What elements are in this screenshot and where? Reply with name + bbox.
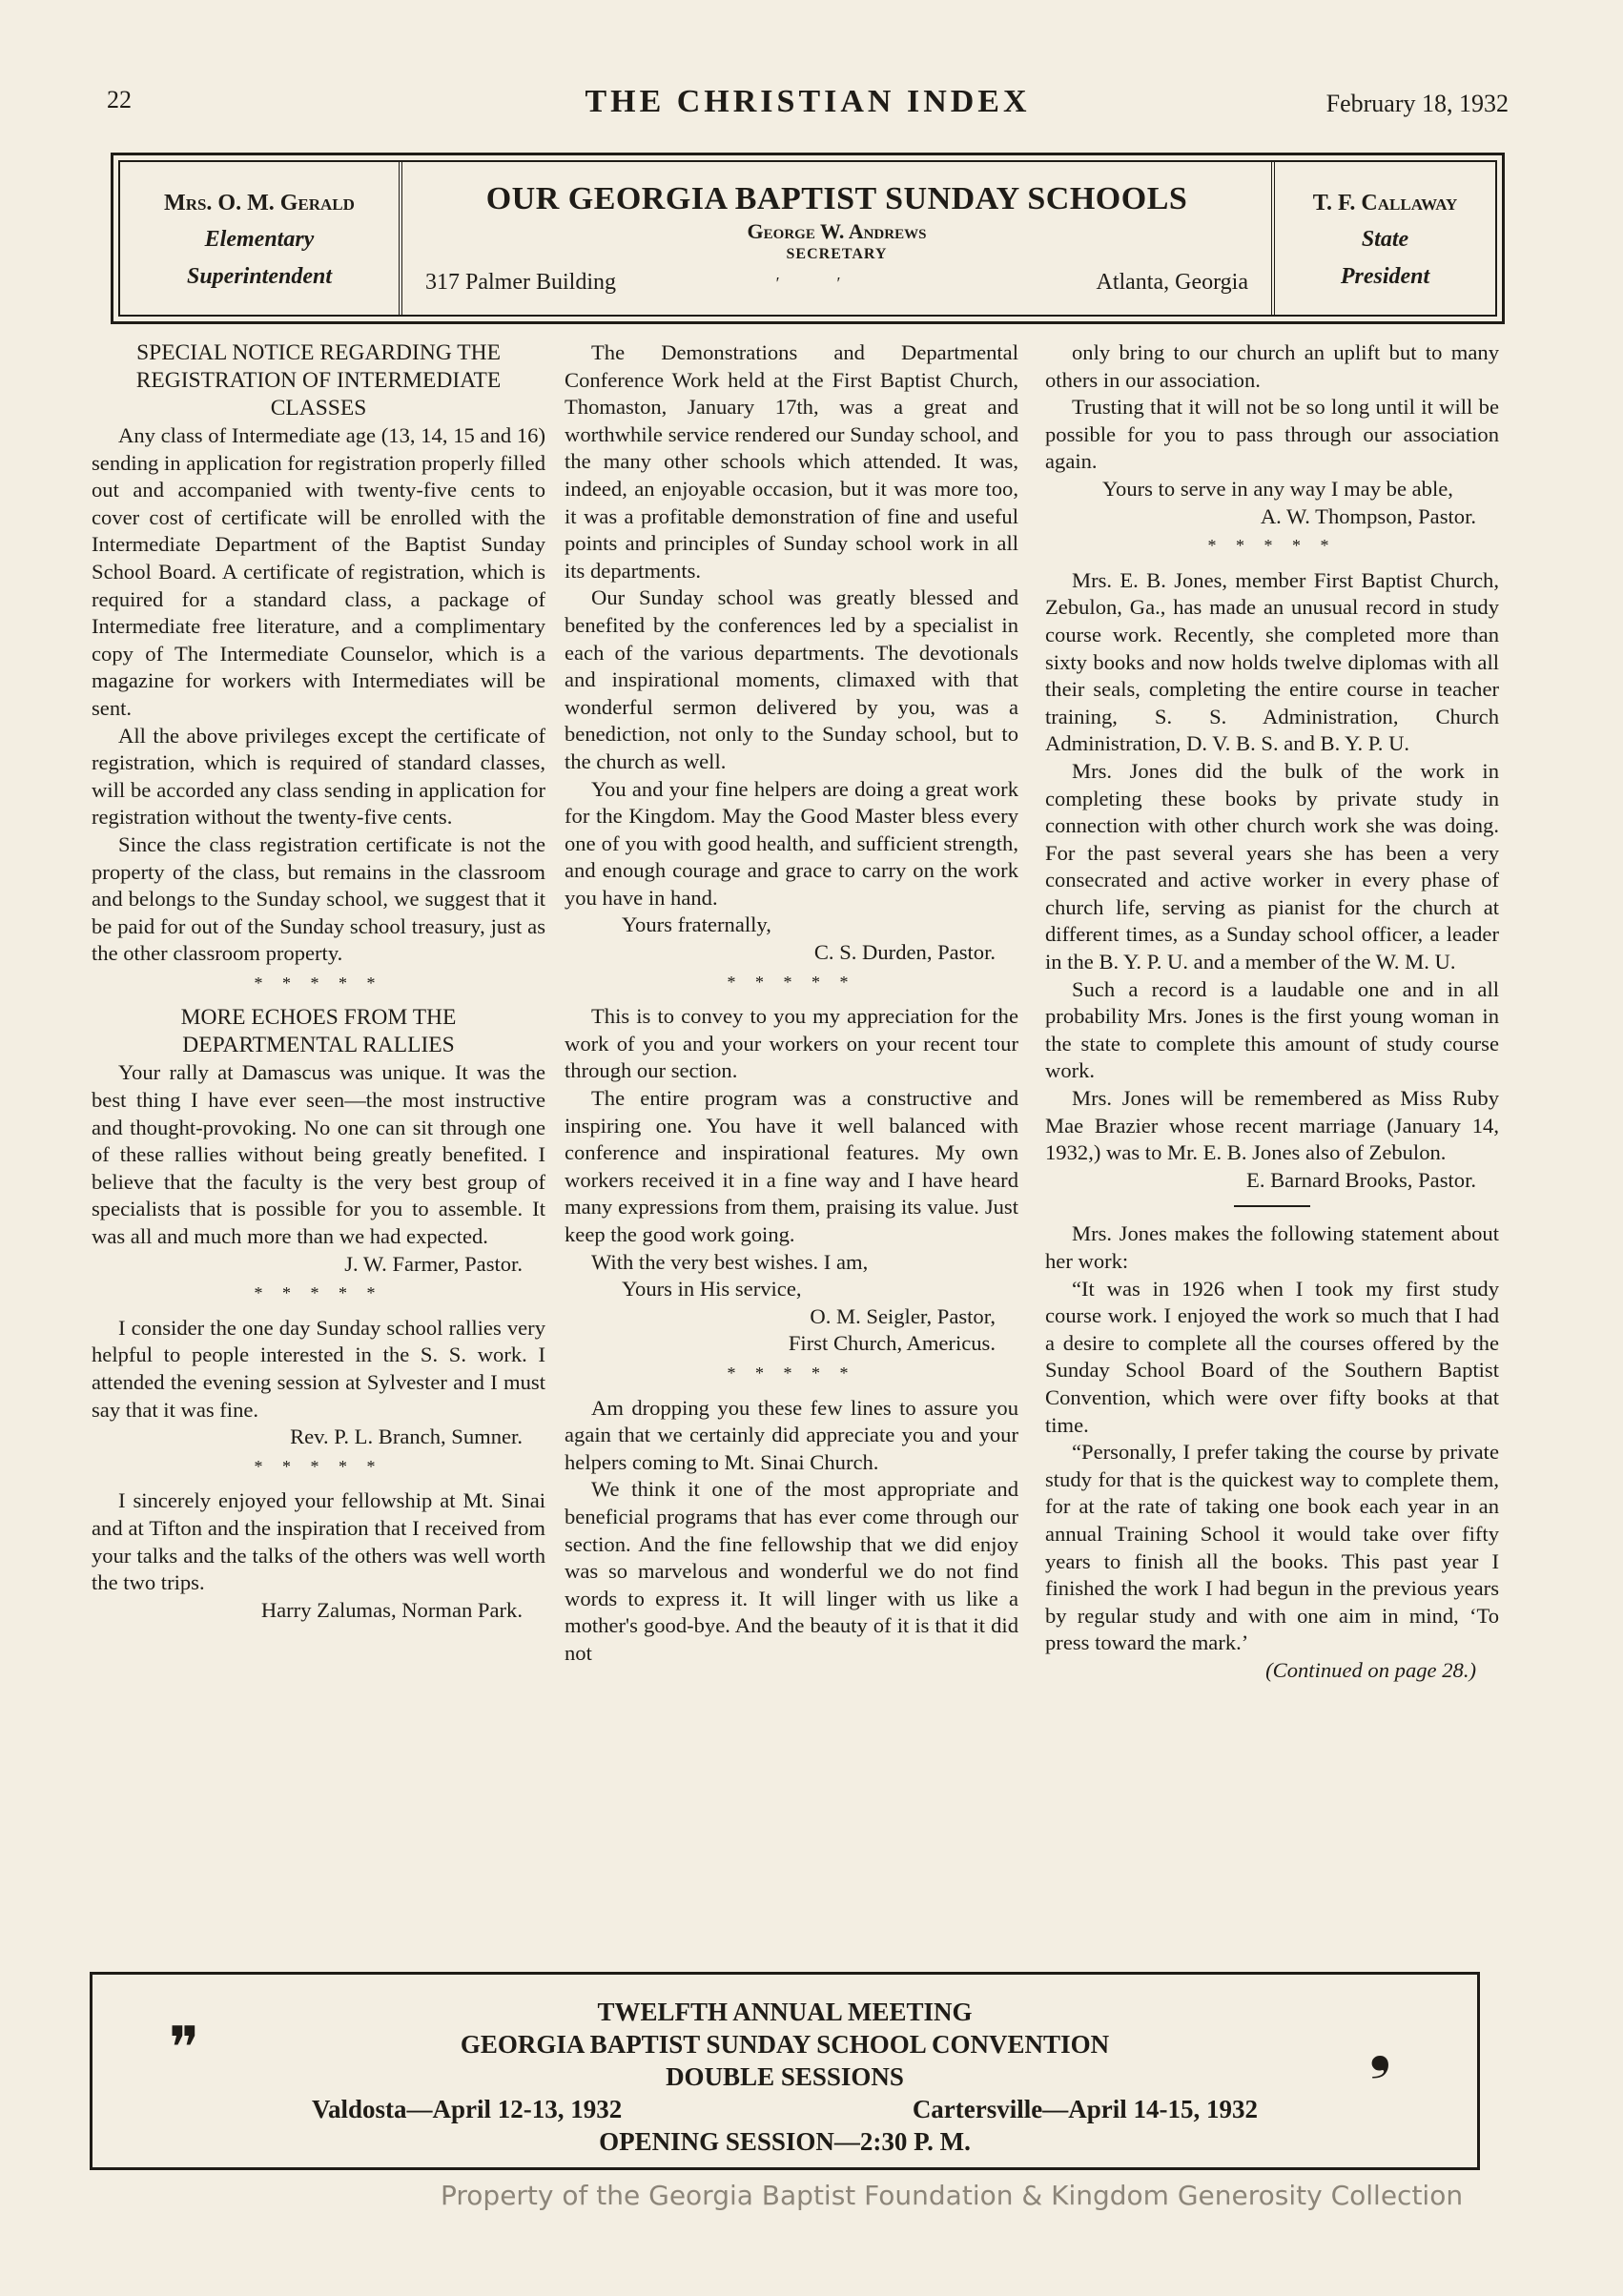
cartersville-session: Cartersville—April 14-15, 1932 [912,2095,1258,2123]
president-role-line-2: President [1340,263,1430,289]
echoes-headline: MORE ECHOES FROM THE DEPARTMENTAL RALLIES [180,1005,457,1058]
signature: Harry Zalumas, Norman Park. [260,1597,523,1622]
letter-closing: Yours fraternally, [622,912,771,937]
article-columns [92,339,1520,1960]
separator-stars: * * * * * [727,1363,856,1383]
masthead-left-panel [120,162,402,315]
elementary-superintendent-name: Mrs. O. M. Gerald [164,191,355,215]
separator-stars: * * * * * [727,972,856,992]
paragraph: Mrs. Jones did the bulk of the work in completing these books by private study in connection with other church work she was doing. For the past several years she has been a very consecrated and active worker in every phase of church life, serving as pianist for the church at different times, as a Sunday school officer, a leader in the B. Y. P. U. and a member of the W. M. U. [1045,758,1499,974]
column-2 [565,339,1018,1668]
column-1 [92,339,545,1624]
issue-date: February 18, 1932 [1325,90,1509,117]
paragraph: Any class of Intermediate age (13, 14, 15 and 16) sending in application for registration properly filled out and accompanied with twenty-five cents to cover cost of certificate will be enrolled with the Intermediate Department of the Baptist Sunday School Board. A certificate of registration, which is required for a standard class, a package of Intermediate free literature, and a complimentary copy of The Intermediate Counselor, which is a magazine for workers with Intermediates will be sent. [92,423,545,720]
separator-stars: * * * * * [1207,536,1337,556]
convention-line-1: TWELFTH ANNUAL MEETING [597,1998,973,2026]
secretary-name: George W. Andrews [747,219,927,243]
paragraph: I consider the one day Sunday school rallies very helpful to people interested in the S. S. work. I attended the evening session at Sylvester and I must say that it was fine. [92,1315,545,1422]
separator-stars: * * * * * [254,1456,383,1476]
continued-note: (Continued on page 28.) [1265,1657,1476,1682]
letter-closing: Yours in His service, [622,1277,802,1302]
paragraph: This is to convey to you my appreciation for the work of you and your workers on your recent tour through our section. [565,1004,1018,1083]
collection-watermark: Property of the Georgia Baptist Foundation & Kingdom Generosity Collection [441,2180,1464,2211]
convention-line-3: DOUBLE SESSIONS [666,2062,904,2091]
signature: Rev. P. L. Branch, Sumner. [290,1425,523,1449]
paragraph: I sincerely enjoyed your fellowship at Mt. Sinai and at Tifton and the inspiration that I received from your talks and the talks of the others was well worth the two trips. [92,1488,545,1595]
paragraph: Our Sunday school was greatly blessed and benefited by the conferences led by a specialist in each of the various departments. The devotionals and inspirational moments, climaxed with that wonderful sermon delivered by you, was a benediction, not only to the Sunday school, but to the church as well. [565,585,1018,773]
paragraph: Mrs. Jones makes the following statement about her work: [1045,1221,1499,1273]
paragraph: You and your fine helpers are doing a great work for the Kingdom. May the Good Master bless every one of you with good health, and sufficient strength, and enough courage and grace to carry on the work you have in hand. [565,776,1018,910]
state-president-name: T. F. Callaway [1312,191,1458,215]
section-title: OUR GEORGIA BAPTIST SUNDAY SCHOOLS [485,181,1188,216]
elementary-role-line-2: Superintendent [186,263,333,289]
divider-rule [1234,1205,1310,1207]
paragraph: only bring to our church an uplift but to many others in our association. [1045,340,1499,392]
signature: C. S. Durden, Pastor. [813,940,996,965]
paragraph: Mrs. E. B. Jones, member First Baptist Church, Zebulon, Ga., has made an unusual record in study course work. Recently, she completed more than sixty books and now holds twelve diplomas with all their seals, completing the entire course in teacher training, S. S. Administration, Church Administration, D. V. B. S. and B. Y. P. U. [1045,567,1499,756]
president-role-line-1: State [1361,227,1409,253]
secretary-label: SECRETARY [786,246,888,262]
signature: First Church, Americus. [788,1331,996,1356]
office-city: Atlanta, Georgia [1096,270,1248,295]
paragraph: Am dropping you these few lines to assure you again that we certainly did appreciate you and your helpers coming to Mt. Sinai Church. [565,1395,1018,1474]
notice-headline: SPECIAL NOTICE REGARDING THE REGISTRATION OF INTERMEDIATE CLASSES [135,340,502,420]
paragraph: “It was in 1926 when I took my first study course work. I enjoyed the work so much that I had a desire to complete all the courses offered by the Sunday School Board of the Southern Baptist Convention, which were over fifty books at that time. [1045,1276,1499,1437]
paper-title: THE CHRISTIAN INDEX [585,84,1031,119]
signature: E. Barnard Brooks, Pastor. [1246,1167,1476,1192]
signature: A. W. Thompson, Pastor. [1260,503,1476,528]
paragraph: Trusting that it will not be so long until it will be possible for you to pass through our association again. [1045,395,1499,474]
elementary-role-line-1: Elementary [204,227,315,253]
page-number: 22 [107,86,132,113]
sessions-row [92,2093,1477,2125]
page-header [107,84,1509,128]
section-masthead [111,153,1505,324]
signature: J. W. Farmer, Pastor. [344,1251,523,1276]
signature: O. M. Seigler, Pastor, [810,1303,996,1328]
masthead-right-panel [1271,162,1495,315]
paragraph: The Demonstrations and Departmental Conference Work held at the First Baptist Church, Thomaston, January 17th, was a great and worthwhile service rendered our Sunday school, and the many other schools which attended. It was, indeed, an enjoyable occasion, but it was more too, it was a profitable demonstration of fine and useful points and principles of Sunday school work in all its departments. [565,340,1018,583]
paragraph: Mrs. Jones will be remembered as Miss Ruby Mae Brazier whose recent marriage (January 14, 1932,) was to Mr. E. B. Jones also of Zebulon. [1045,1086,1499,1165]
ornament-marks: ′′ [775,274,898,293]
paragraph: Since the class registration certificate is not the property of the class, but remains in the classroom and belongs to the Sunday school, we suggest that it be paid for out of the Sunday school treasury, just as the other classroom property. [92,831,545,966]
opening-session: OPENING SESSION—2:30 P. M. [599,2127,971,2156]
paragraph: The entire program was a constructive and inspiring one. You have it well balanced with conference and inspirational features. My own workers received it in a fine way and I have heard many expressions from them, praising its value. Just keep the good work going. [565,1086,1018,1246]
separator-stars: * * * * * [254,1283,383,1303]
paragraph: We think it one of the most appropriate and beneficial programs that has ever come through our section. And the fine fellowship that we did enjoy was so marvelous and wonderful we do not find words to express it. It will linger with us like a mother's good-bye. And the beauty of it is that it did not [565,1477,1018,1665]
valdosta-session: Valdosta—April 12-13, 1932 [312,2095,623,2123]
right-flourish-icon: ❟ [1368,2017,1391,2080]
masthead-center-panel [402,162,1271,315]
convention-line-2: GEORGIA BAPTIST SUNDAY SCHOOL CONVENTION [460,2030,1110,2059]
convention-announcement [90,1972,1480,2170]
paragraph: Such a record is a laudable one and in all probability Mrs. Jones is the first young woman in the state to complete this amount of study course work. [1045,976,1499,1083]
letter-closing: Yours to serve in any way I may be able, [1102,476,1453,501]
column-3 [1045,339,1499,1685]
paragraph: Your rally at Damascus was unique. It was the best thing I have ever seen—the most instructive and thought-provoking. No one can sit through one of these rallies without being greatly benefited. I believe that the faculty is the very best group of specialists that is possible for you to assemble. It was all and much more than we had expected. [92,1060,545,1249]
office-address: 317 Palmer Building [425,270,616,295]
paragraph: With the very best wishes. I am, [591,1249,869,1274]
paragraph: “Personally, I prefer taking the course by private study for that is the quickest way to complete them, for at the rate of taking one book each year in an annual Training School it would take over fifty years to finish all the books. This past year I finished the work I had begun in the previous years by regular study and with one aim in mind, ‘To press toward the mark.’ [1045,1440,1499,1655]
paragraph: All the above privileges except the certificate of registration, which is required of standard classes, will be accorded any class sending in application for registration without the twenty-five cents. [92,723,545,830]
separator-stars: * * * * * [254,973,383,993]
left-flourish-icon: ❞ [169,2017,200,2080]
